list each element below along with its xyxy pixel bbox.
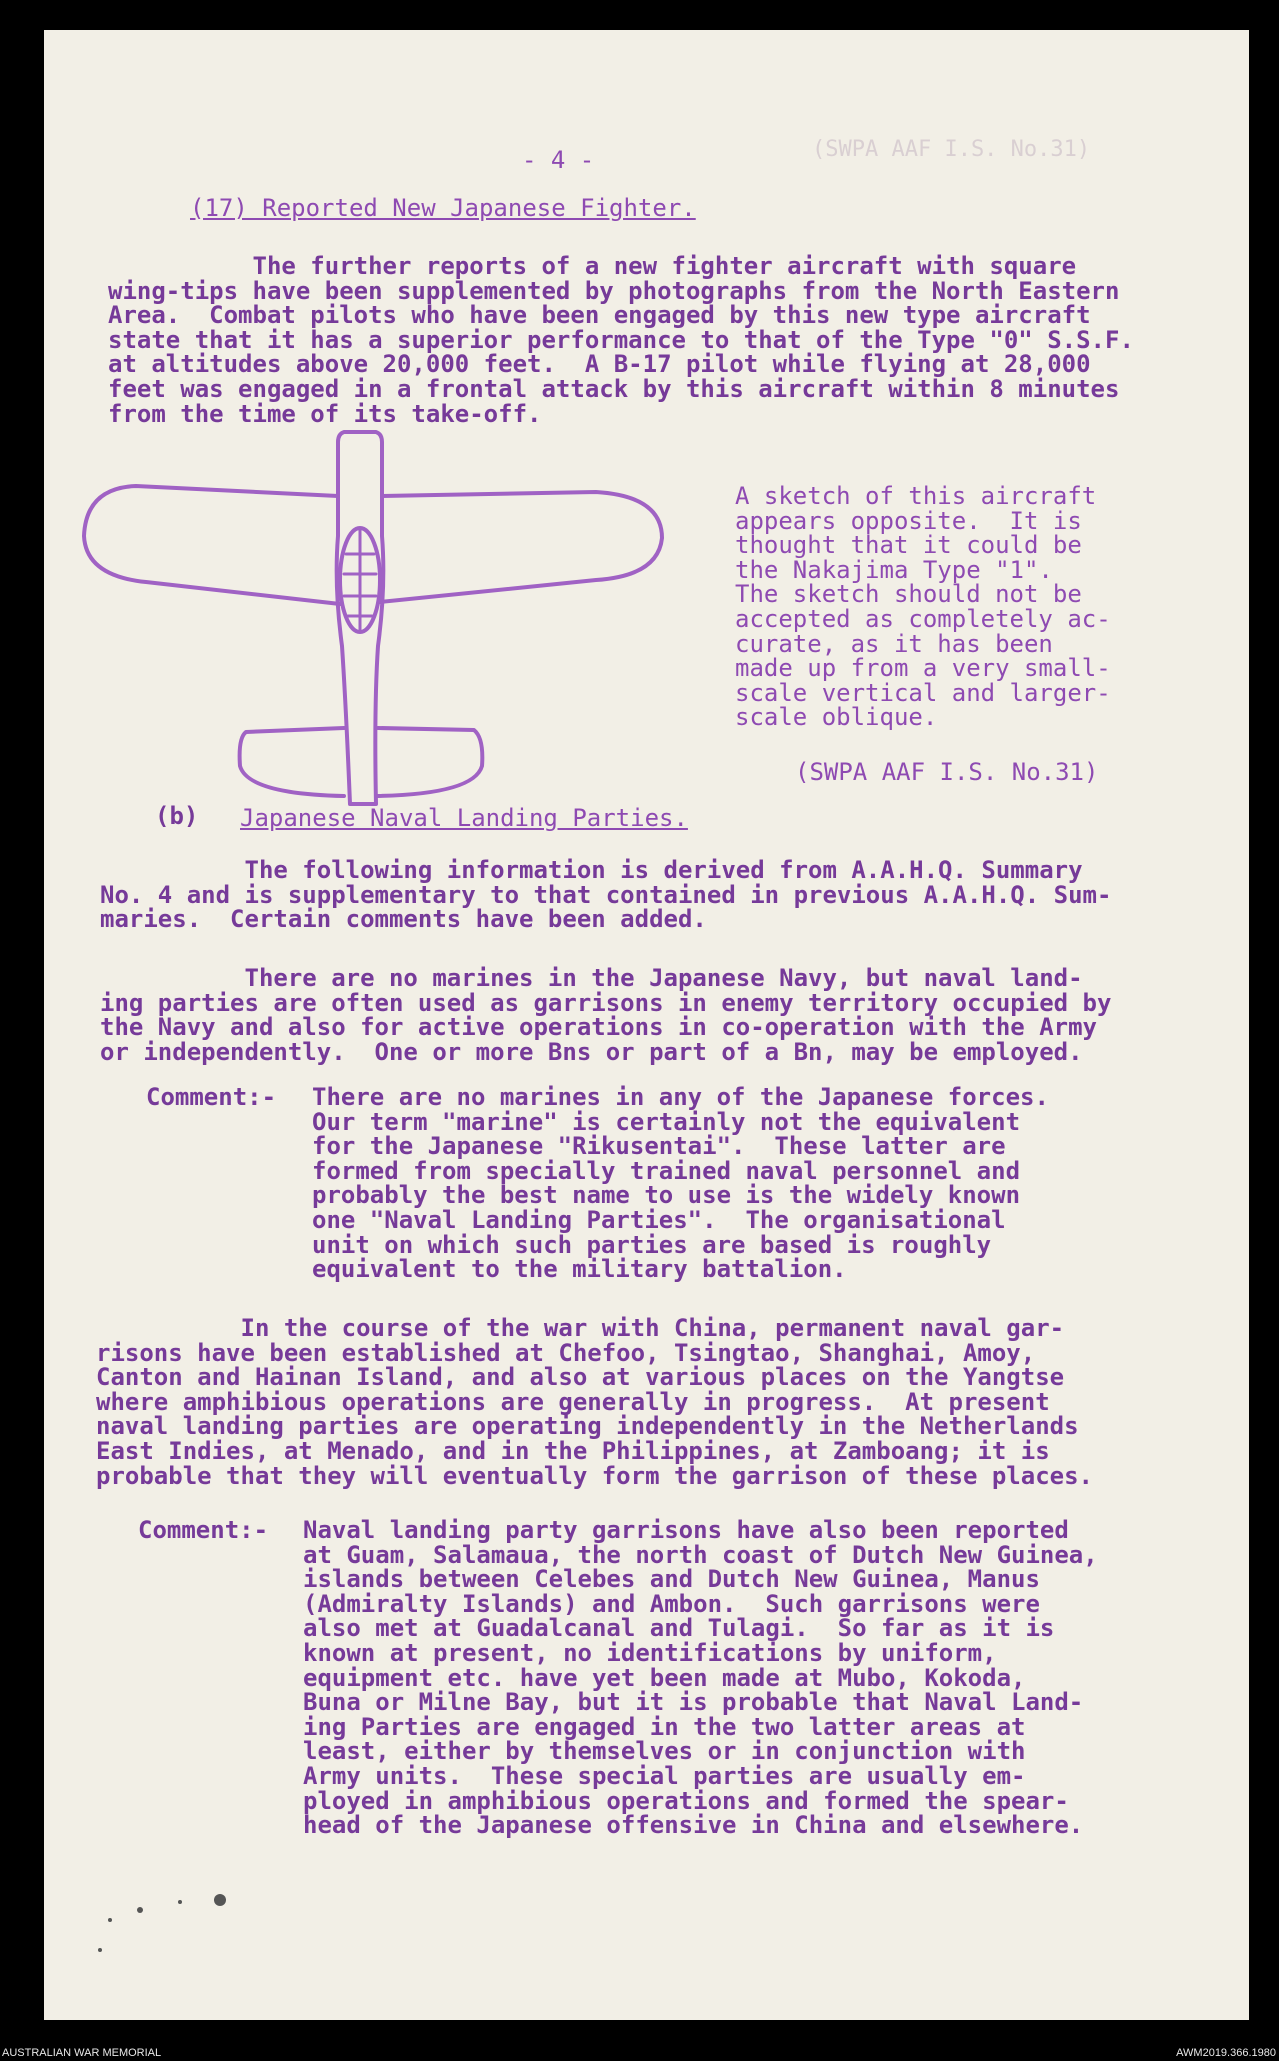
footer-right: AWM2019.366.1980	[1176, 2047, 1276, 2059]
section-17-heading-text: (17) Reported New Japanese Fighter.	[190, 194, 696, 222]
footer-left: AUSTRALIAN WAR MEMORIAL	[2, 2047, 162, 2059]
section-b-label: (b)	[155, 802, 199, 830]
comment-2-text: Naval landing party garrisons have also been reported at Guam, Salamaua, the north coast of Dutch New Guinea, islands between Celebes and Dutch New Guinea, Manus (Admiralty Islands) and Ambon. Such garrisons were also met at Guadalcanal and Tulagi. So far as it is known at present, no identifications by uniform, equipment etc. have yet been made at Mubo, Kokoda, Buna or Milne Bay, but it is probable that Naval Land- ing Parties are engaged in the two latter areas at least, either by themselves or in conjunction with Army units. These special parties are usually em- ployed in amphibious operations and formed the spear- head of the Japanese offensive in China and elsewhere.	[303, 1516, 1098, 1840]
sketch-caption: A sketch of this aircraft appears opposite. It is thought that it could be the Nakajima Type "1". The sketch should not be accepted as completely ac- curate, as it has been made up from a very small- scale vertical and larger- scale oblique.	[735, 482, 1111, 732]
section-17-heading	[190, 196, 696, 221]
paper-damage-marks	[80, 1880, 280, 1970]
section-b-paragraph-1: The following information is derived from A.A.H.Q. Summary No. 4 and is supplementary to that contained in previous A.A.H.Q. Sum- maries. Certain comments have been added.	[100, 856, 1112, 934]
comment-1-text: There are no marines in any of the Japanese forces. Our term "marine" is certainly not the equivalent for the Japanese "Rikusentai". These latter are formed from specially trained naval personnel and probably the best name to use is the widely known one "Naval Landing Parties". The organisational unit on which such parties are based is roughly equivalent to the military battalion.	[312, 1083, 1049, 1284]
section-b-heading-text: Japanese Naval Landing Parties.	[240, 804, 688, 832]
aircraft-sketch	[76, 426, 676, 826]
section-b-heading	[240, 806, 688, 831]
bleed-through-text: (SWPA AAF I.S. No.31)	[812, 137, 1091, 162]
section-b-paragraph-3: In the course of the war with China, permanent naval gar- risons have been established at Chefoo, Tsingtao, Shanghai, Amoy, Canton and Hainan Island, and also at various places on the Yangtse where amphibious operations are generally in progress. At present naval landing parties are operating independently in the Netherlands East Indies, at Menado, and in the Philippines, at Zamboang; it is probable that they will eventually form the garrison of these places.	[96, 1314, 1093, 1490]
section-b-paragraph-2: There are no marines in the Japanese Navy, but naval land- ing parties are often used as garrisons in enemy territory occupied by the Navy and also for active operations in co-operation with the Army or independently. One or more Bns or part of a Bn, may be employed.	[100, 964, 1112, 1066]
source-note: (SWPA AAF I.S. No.31)	[795, 758, 1099, 786]
comment-2-label: Comment:-	[138, 1516, 269, 1544]
comment-1-label: Comment:-	[146, 1083, 277, 1111]
section-17-paragraph: The further reports of a new fighter aircraft with square wing-tips have been supplemented by photographs from the North Eastern Area. Combat pilots who have been engaged by this new type aircraft state that it has a superior performance to that of the Type "0" S.S.F. at altitudes above 20,000 feet. A B-17 pilot while flying at 28,000 feet was engaged in a frontal attack by this aircraft within 8 minutes from the time of its take-off.	[108, 252, 1134, 428]
page-number: - 4 -	[522, 146, 595, 174]
